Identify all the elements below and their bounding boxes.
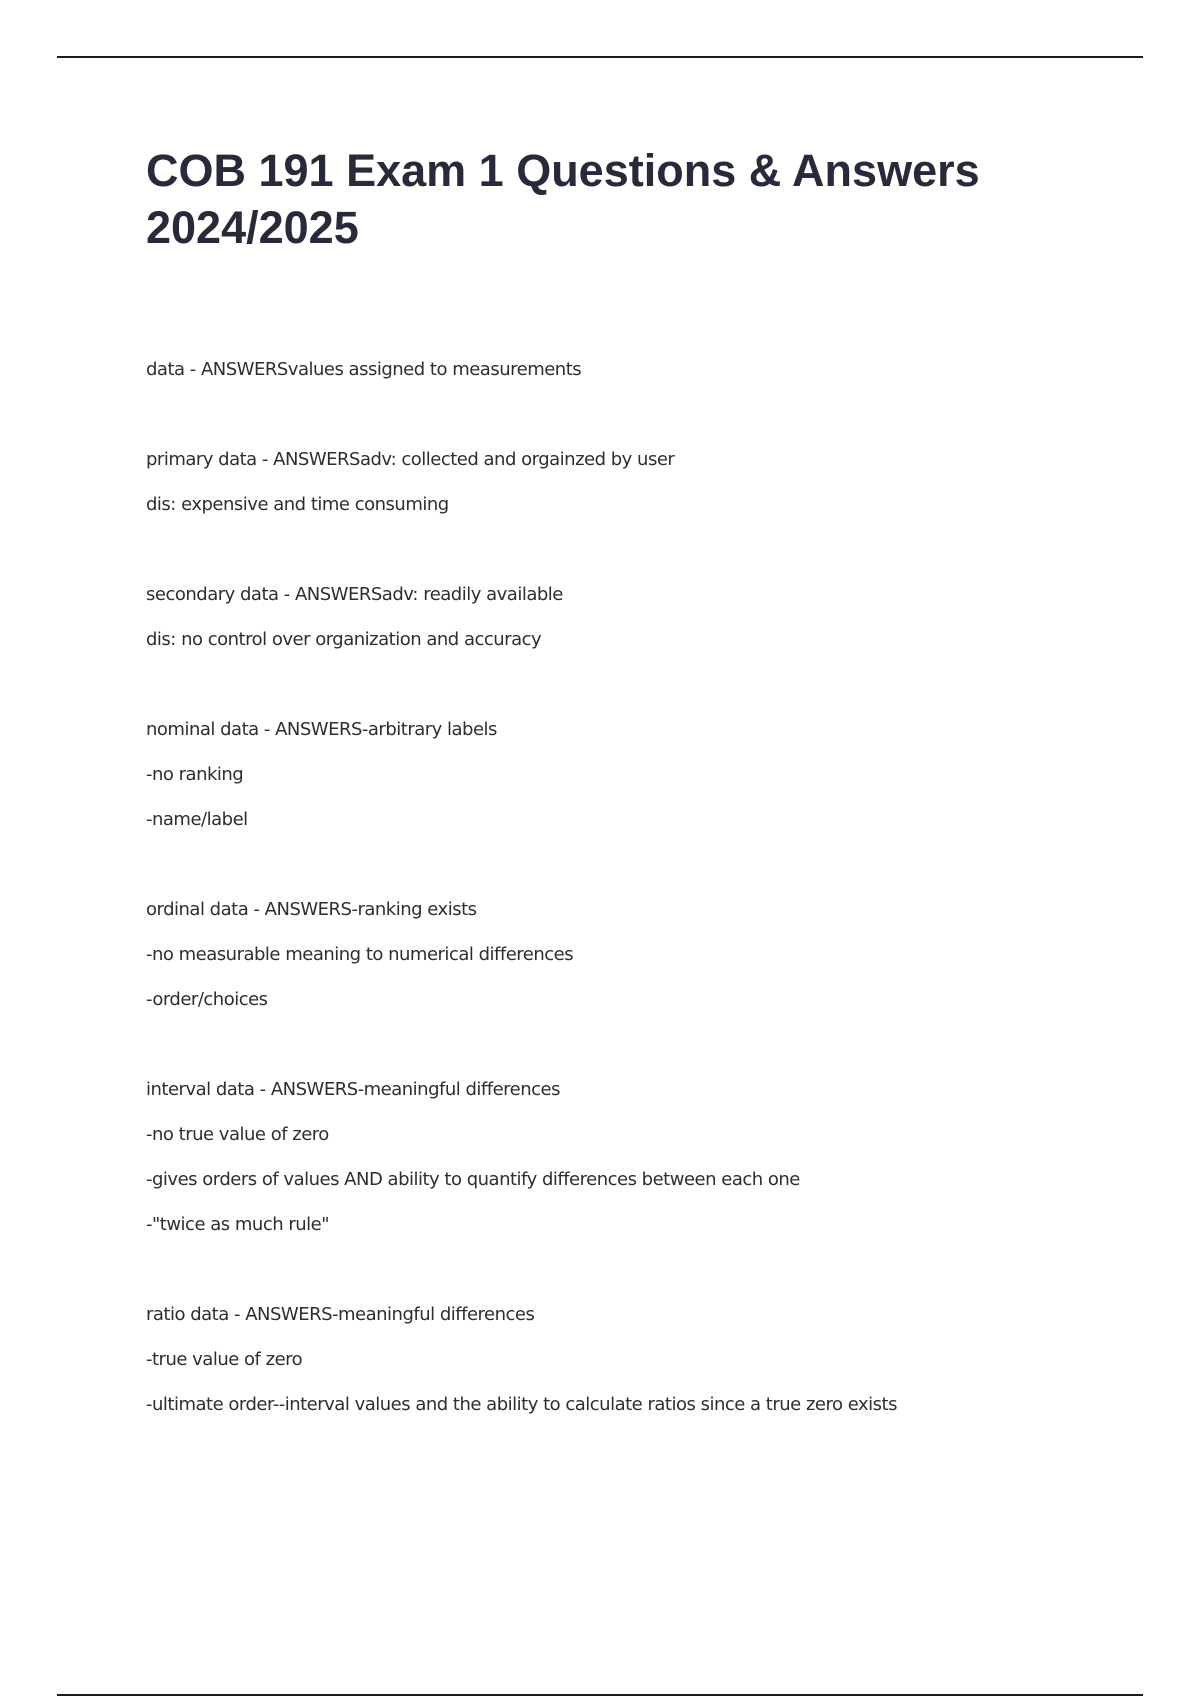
qa-line: dis: no control over organization and accuracy xyxy=(146,629,542,650)
qa-line: -name/label xyxy=(146,809,248,830)
qa-line: -no measurable meaning to numerical differences xyxy=(146,944,574,965)
qa-entry-interval-data xyxy=(146,1067,1146,1247)
qa-line: secondary data - ANSWERSadv: readily available xyxy=(146,584,563,605)
qa-entry-ordinal-data xyxy=(146,887,1146,1022)
qa-line: -no true value of zero xyxy=(146,1124,329,1145)
qa-entry-secondary-data xyxy=(146,572,1146,662)
qa-line: ratio data - ANSWERS-meaningful differences xyxy=(146,1304,535,1325)
qa-entry-data xyxy=(146,347,1146,392)
qa-line: primary data - ANSWERSadv: collected and orgainzed by user xyxy=(146,449,675,470)
qa-line: -"twice as much rule" xyxy=(146,1214,330,1235)
qa-entry-nominal-data xyxy=(146,707,1146,842)
qa-line: -order/choices xyxy=(146,989,268,1010)
qa-line: interval data - ANSWERS-meaningful differences xyxy=(146,1079,560,1100)
qa-line: -true value of zero xyxy=(146,1349,303,1370)
qa-entry-ratio-data xyxy=(146,1292,1146,1427)
qa-entry-primary-data xyxy=(146,437,1146,527)
qa-line: nominal data - ANSWERS-arbitrary labels xyxy=(146,719,497,740)
qa-line: -ultimate order--interval values and the ability to calculate ratios since a true zero exists xyxy=(146,1394,897,1415)
qa-list xyxy=(146,347,1146,1472)
qa-line: data - ANSWERSvalues assigned to measurements xyxy=(146,359,582,380)
bottom-divider xyxy=(57,1694,1143,1696)
document-title: COB 191 Exam 1 Questions & Answers 2024/2025 xyxy=(146,145,980,253)
qa-line: ordinal data - ANSWERS-ranking exists xyxy=(146,899,477,920)
qa-line: -no ranking xyxy=(146,764,244,785)
qa-line: -gives orders of values AND ability to quantify differences between each one xyxy=(146,1169,800,1190)
qa-line: dis: expensive and time consuming xyxy=(146,494,449,515)
top-divider xyxy=(57,56,1143,58)
